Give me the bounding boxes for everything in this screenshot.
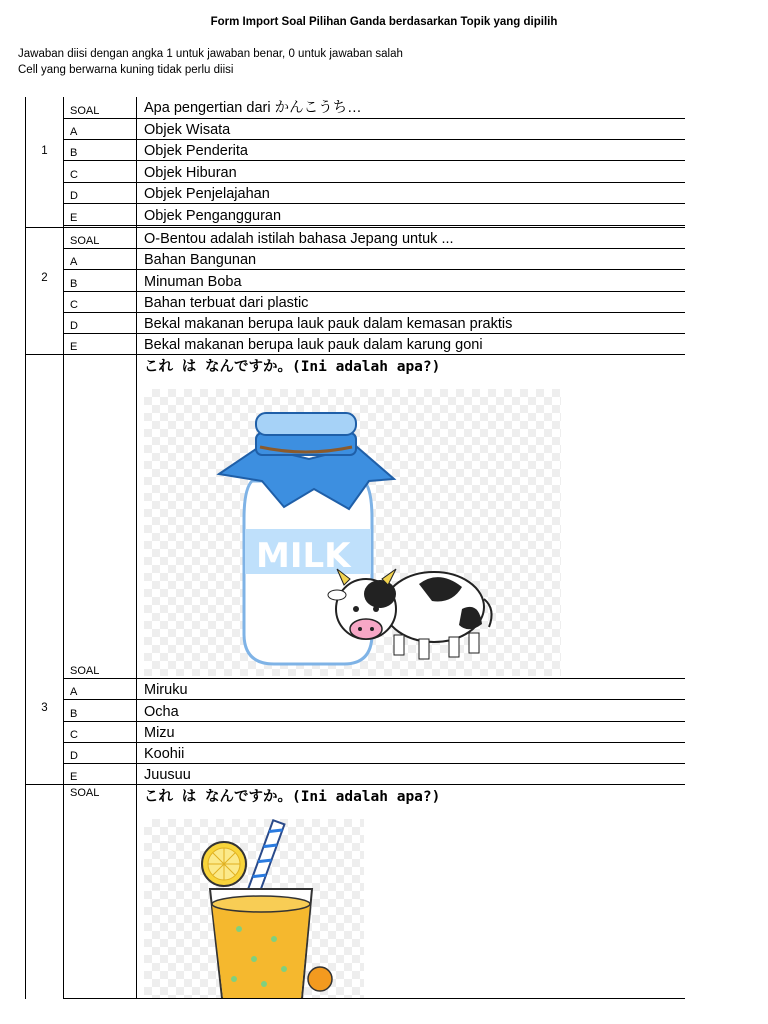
option-key: A [70, 256, 78, 268]
orange-juice-illustration [144, 819, 364, 998]
option-text: Mizu [144, 725, 175, 741]
question-number: 2 [41, 272, 48, 284]
soal-text: O-Bentou adalah istilah bahasa Jepang untuk ... [144, 231, 454, 247]
soal-row[interactable] [64, 228, 685, 249]
soal-row[interactable] [64, 785, 685, 999]
option-key: B [70, 147, 78, 159]
soal-row[interactable] [64, 97, 685, 119]
form-title: Form Import Soal Pilihan Ganda berdasarkan Topik yang dipilih [210, 16, 558, 28]
option-key: A [70, 126, 78, 138]
question-block-3 [25, 354, 685, 785]
option-key: C [70, 729, 78, 741]
milk-bottle-cow-illustration [144, 389, 561, 676]
option-row[interactable] [64, 161, 685, 183]
option-row[interactable] [64, 334, 685, 355]
soal-label: SOAL [70, 105, 100, 117]
juice-image [144, 819, 364, 998]
option-text: Bekal makanan berupa lauk pauk dalam kemasan praktis [144, 316, 513, 332]
option-key: E [70, 771, 78, 783]
option-row[interactable] [64, 140, 685, 161]
option-text: Objek Hiburan [144, 165, 237, 181]
option-row[interactable] [64, 313, 685, 334]
option-key: A [70, 686, 78, 698]
option-row[interactable] [64, 292, 685, 313]
soal-row[interactable] [64, 355, 685, 679]
milk-image [144, 389, 561, 676]
option-text: Bahan terbuat dari plastic [144, 295, 309, 311]
option-row[interactable] [64, 204, 685, 226]
option-key: B [70, 708, 78, 720]
option-key: C [70, 169, 78, 181]
soal-label: SOAL [70, 665, 100, 677]
option-text: Objek Pengangguran [144, 208, 282, 224]
option-key: B [70, 278, 78, 290]
option-text: Minuman Boba [144, 274, 242, 290]
soal-text: これ は なんですか。(Ini adalah apa?) [144, 789, 441, 805]
option-text: Koohii [144, 746, 185, 762]
question-block-4 [25, 784, 685, 999]
option-row[interactable] [64, 700, 685, 722]
option-row[interactable] [64, 764, 685, 785]
option-row[interactable] [64, 679, 685, 700]
option-row[interactable] [64, 270, 685, 292]
soal-label: SOAL [70, 787, 100, 799]
option-text: Bekal makanan berupa lauk pauk dalam karung goni [144, 337, 483, 353]
instruction-note: Cell yang berwarna kuning tidak perlu diisi [18, 64, 234, 76]
option-text: Objek Penjelajahan [144, 186, 270, 202]
option-text: Objek Wisata [144, 122, 231, 138]
milk-label-text: MILK [256, 536, 351, 576]
option-key: D [70, 750, 78, 762]
option-key: D [70, 320, 78, 332]
soal-text: Apa pengertian dari かんこうち… [144, 100, 362, 116]
question-number: 3 [41, 702, 48, 714]
question-number: 1 [41, 145, 48, 157]
option-text: Ocha [144, 704, 179, 720]
option-key: C [70, 299, 78, 311]
instruction-note: Jawaban diisi dengan angka 1 untuk jawaban benar, 0 untuk jawaban salah [18, 48, 403, 60]
option-row[interactable] [64, 743, 685, 764]
soal-text: これ は なんですか。(Ini adalah apa?) [144, 359, 441, 375]
option-text: Miruku [144, 682, 188, 698]
option-row[interactable] [64, 183, 685, 204]
option-key: D [70, 190, 78, 202]
option-text: Objek Penderita [144, 143, 248, 159]
option-key: E [70, 212, 78, 224]
option-text: Juusuu [144, 767, 191, 783]
option-row[interactable] [64, 722, 685, 743]
soal-label: SOAL [70, 235, 100, 247]
question-block-1 [25, 97, 685, 227]
question-block-2 [25, 227, 685, 355]
option-key: E [70, 341, 78, 353]
option-row[interactable] [64, 249, 685, 270]
option-row[interactable] [64, 119, 685, 140]
option-text: Bahan Bangunan [144, 252, 257, 268]
